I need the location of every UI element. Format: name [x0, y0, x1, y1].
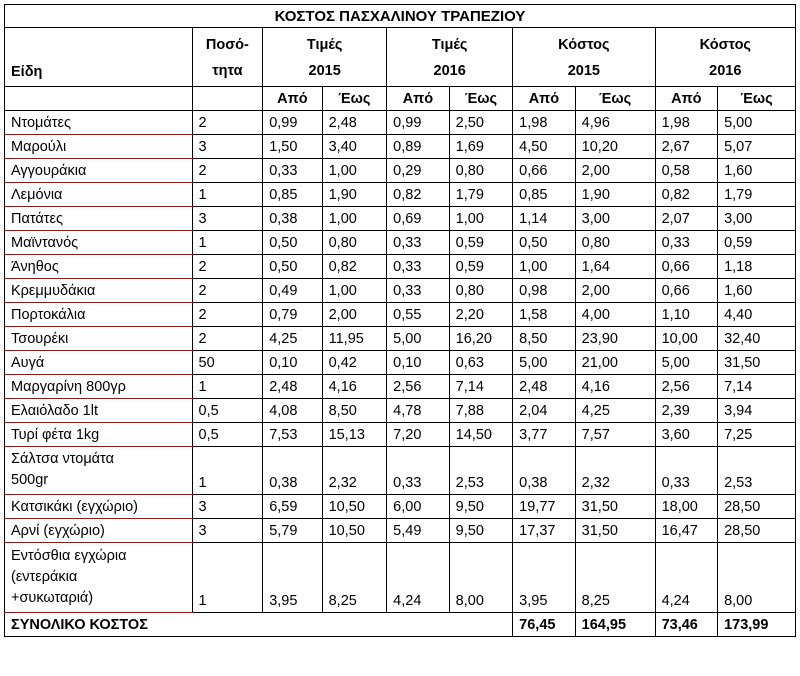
total-row	[5, 613, 796, 637]
item-qty: 3	[192, 207, 263, 231]
header-year: 2015	[567, 63, 600, 79]
subheader-row	[5, 87, 796, 111]
price-2015-to: 8,25	[322, 543, 387, 613]
item-name: Αυγά	[5, 351, 193, 375]
subheader-from: Από	[387, 87, 450, 111]
item-name: Λεμόνια	[5, 183, 193, 207]
price-2016-to: 7,88	[449, 399, 513, 423]
cost-2016-to: 5,07	[718, 135, 796, 159]
table-row	[5, 255, 796, 279]
price-2015-to: 1,90	[322, 183, 387, 207]
cost-2015-from: 17,37	[513, 519, 576, 543]
table-row	[5, 303, 796, 327]
cost-2016-to: 3,94	[718, 399, 796, 423]
item-name: Τυρί φέτα 1kg	[5, 423, 193, 447]
price-2015-to: 11,95	[322, 327, 387, 351]
header-prices-2016	[387, 28, 513, 87]
item-qty: 1	[192, 231, 263, 255]
price-2015-to: 10,50	[322, 495, 387, 519]
total-label: ΣΥΝΟΛΙΚΟ ΚΟΣΤΟΣ	[5, 613, 513, 637]
cost-2016-to: 5,00	[718, 111, 796, 135]
table-row	[5, 375, 796, 399]
cost-2015-from: 2,04	[513, 399, 576, 423]
cost-2015-to: 1,90	[575, 183, 655, 207]
header-cost-label: Κόστος	[558, 37, 610, 53]
cost-2015-from: 1,58	[513, 303, 576, 327]
subheader-empty	[5, 87, 193, 111]
header-year: 2016	[433, 63, 466, 79]
table-title: ΚΟΣΤΟΣ ΠΑΣΧΑΛΙΝΟΥ ΤΡΑΠΕΖΙΟΥ	[5, 5, 796, 28]
price-2016-from: 4,24	[387, 543, 450, 613]
item-name-line1: Εντόσθια εγχώρια	[11, 548, 127, 564]
price-2015-to: 2,48	[322, 111, 387, 135]
item-name: Ντομάτες	[5, 111, 193, 135]
price-2015-to: 0,80	[322, 231, 387, 255]
item-name: Μαρούλι	[5, 135, 193, 159]
cost-2016-from: 0,82	[655, 183, 718, 207]
total-cost-2016-to: 173,99	[718, 613, 796, 637]
price-2015-from: 2,48	[263, 375, 322, 399]
item-name-line2: 500gr	[11, 472, 49, 488]
table-row	[5, 495, 796, 519]
price-2016-to: 0,59	[449, 255, 513, 279]
price-2016-from: 0,10	[387, 351, 450, 375]
item-name: Μαργαρίνη 800γρ	[5, 375, 193, 399]
subheader-from: Από	[655, 87, 718, 111]
price-2016-from: 0,69	[387, 207, 450, 231]
header-prices-label: Τιμές	[306, 37, 343, 53]
price-2016-to: 0,80	[449, 279, 513, 303]
cost-2015-to: 4,25	[575, 399, 655, 423]
cost-2015-from: 0,66	[513, 159, 576, 183]
subheader-from: Από	[263, 87, 322, 111]
cost-2016-from: 0,33	[655, 231, 718, 255]
cost-2016-to: 1,18	[718, 255, 796, 279]
cost-2015-from: 0,85	[513, 183, 576, 207]
item-qty: 1	[192, 447, 263, 495]
price-2015-from: 0,85	[263, 183, 322, 207]
price-2016-to: 0,59	[449, 231, 513, 255]
total-cost-2016-from: 73,46	[655, 613, 718, 637]
price-2016-to: 2,50	[449, 111, 513, 135]
cost-2016-from: 10,00	[655, 327, 718, 351]
price-2015-from: 4,25	[263, 327, 322, 351]
price-2016-from: 7,20	[387, 423, 450, 447]
price-2016-to: 9,50	[449, 519, 513, 543]
header-year: 2016	[709, 63, 742, 79]
cost-2016-to: 1,60	[718, 159, 796, 183]
price-2016-from: 0,33	[387, 231, 450, 255]
cost-2016-from: 0,66	[655, 255, 718, 279]
cost-2016-to: 3,00	[718, 207, 796, 231]
price-2015-to: 1,00	[322, 207, 387, 231]
table-row	[5, 183, 796, 207]
header-cost-2016	[655, 28, 795, 87]
price-2015-from: 0,10	[263, 351, 322, 375]
cost-2016-to: 32,40	[718, 327, 796, 351]
cost-2015-to: 1,64	[575, 255, 655, 279]
header-qty	[192, 28, 263, 87]
table-row	[5, 207, 796, 231]
table-row	[5, 159, 796, 183]
item-name: Πορτοκάλια	[5, 303, 193, 327]
total-cost-2015-from: 76,45	[513, 613, 576, 637]
item-name: Πατάτες	[5, 207, 193, 231]
price-2016-to: 7,14	[449, 375, 513, 399]
cost-2015-from: 8,50	[513, 327, 576, 351]
cost-2015-from: 0,38	[513, 447, 576, 495]
price-2016-from: 0,29	[387, 159, 450, 183]
price-2015-to: 3,40	[322, 135, 387, 159]
price-2016-from: 0,89	[387, 135, 450, 159]
price-2015-to: 2,32	[322, 447, 387, 495]
price-2015-from: 0,33	[263, 159, 322, 183]
item-qty: 3	[192, 135, 263, 159]
header-prices-2015	[263, 28, 387, 87]
price-2016-to: 14,50	[449, 423, 513, 447]
cost-2015-to: 0,80	[575, 231, 655, 255]
price-2016-from: 0,33	[387, 447, 450, 495]
subheader-empty	[192, 87, 263, 111]
subheader-to: Έως	[449, 87, 513, 111]
price-2015-from: 0,50	[263, 255, 322, 279]
header-qty-line1: Ποσό-	[205, 37, 249, 53]
cost-2016-from: 2,56	[655, 375, 718, 399]
cost-2016-from: 16,47	[655, 519, 718, 543]
item-name	[5, 543, 193, 613]
price-2016-to: 1,79	[449, 183, 513, 207]
cost-2015-to: 31,50	[575, 495, 655, 519]
cost-2016-to: 28,50	[718, 519, 796, 543]
price-2016-to: 0,63	[449, 351, 513, 375]
table-row	[5, 231, 796, 255]
cost-2015-to: 21,00	[575, 351, 655, 375]
price-2015-from: 6,59	[263, 495, 322, 519]
cost-2016-to: 1,60	[718, 279, 796, 303]
price-2015-from: 4,08	[263, 399, 322, 423]
price-2016-from: 5,00	[387, 327, 450, 351]
table-row	[5, 135, 796, 159]
cost-2015-from: 1,00	[513, 255, 576, 279]
item-qty: 0,5	[192, 423, 263, 447]
table-row	[5, 543, 796, 613]
table-row	[5, 519, 796, 543]
price-2015-from: 0,79	[263, 303, 322, 327]
item-qty: 3	[192, 519, 263, 543]
item-qty: 2	[192, 327, 263, 351]
price-2015-to: 4,16	[322, 375, 387, 399]
cost-2015-to: 4,00	[575, 303, 655, 327]
price-2015-from: 3,95	[263, 543, 322, 613]
cost-2016-from: 1,98	[655, 111, 718, 135]
table-row	[5, 327, 796, 351]
item-name: Μαϊντανός	[5, 231, 193, 255]
cost-2015-from: 3,77	[513, 423, 576, 447]
cost-2015-to: 3,00	[575, 207, 655, 231]
subheader-to: Έως	[322, 87, 387, 111]
header-qty-line2: τητα	[212, 63, 243, 79]
price-2016-to: 9,50	[449, 495, 513, 519]
item-qty: 2	[192, 111, 263, 135]
cost-2016-from: 3,60	[655, 423, 718, 447]
subheader-from: Από	[513, 87, 576, 111]
cost-2015-to: 2,00	[575, 279, 655, 303]
price-2016-to: 1,69	[449, 135, 513, 159]
cost-2015-to: 2,32	[575, 447, 655, 495]
cost-2016-to: 0,59	[718, 231, 796, 255]
header-items: Είδη	[5, 28, 193, 87]
cost-2016-from: 4,24	[655, 543, 718, 613]
price-2016-from: 4,78	[387, 399, 450, 423]
item-qty: 2	[192, 255, 263, 279]
cost-2016-to: 7,25	[718, 423, 796, 447]
cost-2015-to: 31,50	[575, 519, 655, 543]
table-row	[5, 351, 796, 375]
header-cost-2015	[513, 28, 655, 87]
cost-2015-from: 0,50	[513, 231, 576, 255]
price-2016-to: 1,00	[449, 207, 513, 231]
item-name-line2: (εντεράκια	[11, 569, 78, 585]
item-qty: 3	[192, 495, 263, 519]
item-name: Άνηθος	[5, 255, 193, 279]
price-2015-from: 0,38	[263, 447, 322, 495]
cost-2016-from: 18,00	[655, 495, 718, 519]
cost-2015-to: 10,20	[575, 135, 655, 159]
price-2016-from: 0,55	[387, 303, 450, 327]
subheader-to: Έως	[718, 87, 796, 111]
item-qty: 0,5	[192, 399, 263, 423]
cost-2015-from: 5,00	[513, 351, 576, 375]
item-name	[5, 447, 193, 495]
price-2016-to: 16,20	[449, 327, 513, 351]
item-qty: 2	[192, 303, 263, 327]
cost-2015-to: 2,00	[575, 159, 655, 183]
price-2016-to: 2,20	[449, 303, 513, 327]
total-cost-2015-to: 164,95	[575, 613, 655, 637]
price-2016-from: 6,00	[387, 495, 450, 519]
cost-2016-to: 28,50	[718, 495, 796, 519]
price-2015-to: 0,42	[322, 351, 387, 375]
price-2015-to: 8,50	[322, 399, 387, 423]
item-name: Κρεμμυδάκια	[5, 279, 193, 303]
cost-2015-to: 7,57	[575, 423, 655, 447]
item-name-line1: Σάλτσα ντομάτα	[11, 451, 114, 467]
cost-2016-from: 5,00	[655, 351, 718, 375]
cost-2015-to: 4,16	[575, 375, 655, 399]
cost-2016-to: 7,14	[718, 375, 796, 399]
item-name: Αρνί (εγχώριο)	[5, 519, 193, 543]
price-2016-from: 2,56	[387, 375, 450, 399]
price-2015-to: 10,50	[322, 519, 387, 543]
item-name: Ελαιόλαδο 1lt	[5, 399, 193, 423]
cost-2016-from: 2,67	[655, 135, 718, 159]
cost-2016-to: 31,50	[718, 351, 796, 375]
item-qty: 2	[192, 279, 263, 303]
price-2015-from: 7,53	[263, 423, 322, 447]
table-row	[5, 423, 796, 447]
cost-2015-to: 23,90	[575, 327, 655, 351]
item-qty: 1	[192, 375, 263, 399]
price-2016-from: 0,99	[387, 111, 450, 135]
cost-2015-from: 1,14	[513, 207, 576, 231]
price-2015-to: 15,13	[322, 423, 387, 447]
price-2016-from: 5,49	[387, 519, 450, 543]
cost-2016-to: 8,00	[718, 543, 796, 613]
cost-2016-from: 2,07	[655, 207, 718, 231]
table-row	[5, 279, 796, 303]
price-2015-from: 5,79	[263, 519, 322, 543]
table-row	[5, 111, 796, 135]
cost-2016-from: 0,66	[655, 279, 718, 303]
price-2016-from: 0,82	[387, 183, 450, 207]
cost-2016-from: 0,58	[655, 159, 718, 183]
price-2015-from: 1,50	[263, 135, 322, 159]
cost-2015-from: 2,48	[513, 375, 576, 399]
item-qty: 2	[192, 159, 263, 183]
cost-2015-to: 8,25	[575, 543, 655, 613]
item-name: Τσουρέκι	[5, 327, 193, 351]
cost-table	[4, 4, 796, 637]
price-2015-to: 2,00	[322, 303, 387, 327]
subheader-to: Έως	[575, 87, 655, 111]
cost-2016-to: 2,53	[718, 447, 796, 495]
cost-2016-to: 1,79	[718, 183, 796, 207]
item-qty: 1	[192, 183, 263, 207]
header-prices-label: Τιμές	[431, 37, 468, 53]
table-row	[5, 399, 796, 423]
cost-2015-from: 1,98	[513, 111, 576, 135]
header-year: 2015	[308, 63, 341, 79]
cost-2016-from: 2,39	[655, 399, 718, 423]
cost-2015-from: 4,50	[513, 135, 576, 159]
cost-2015-from: 19,77	[513, 495, 576, 519]
price-2015-from: 0,49	[263, 279, 322, 303]
price-2016-to: 8,00	[449, 543, 513, 613]
cost-2015-to: 4,96	[575, 111, 655, 135]
item-qty: 1	[192, 543, 263, 613]
item-qty: 50	[192, 351, 263, 375]
price-2015-from: 0,99	[263, 111, 322, 135]
price-2015-to: 1,00	[322, 279, 387, 303]
price-2016-to: 0,80	[449, 159, 513, 183]
item-name: Κατσικάκι (εγχώριο)	[5, 495, 193, 519]
cost-2016-from: 1,10	[655, 303, 718, 327]
price-2016-from: 0,33	[387, 279, 450, 303]
item-name-line3: +συκωταριά)	[11, 590, 94, 606]
cost-2015-from: 3,95	[513, 543, 576, 613]
price-2016-from: 0,33	[387, 255, 450, 279]
table-row	[5, 447, 796, 495]
item-name: Αγγουράκια	[5, 159, 193, 183]
cost-2015-from: 0,98	[513, 279, 576, 303]
price-2015-from: 0,38	[263, 207, 322, 231]
cost-2016-from: 0,33	[655, 447, 718, 495]
price-2015-to: 1,00	[322, 159, 387, 183]
header-cost-label: Κόστος	[699, 37, 751, 53]
cost-2016-to: 4,40	[718, 303, 796, 327]
price-2015-to: 0,82	[322, 255, 387, 279]
price-2015-from: 0,50	[263, 231, 322, 255]
price-2016-to: 2,53	[449, 447, 513, 495]
